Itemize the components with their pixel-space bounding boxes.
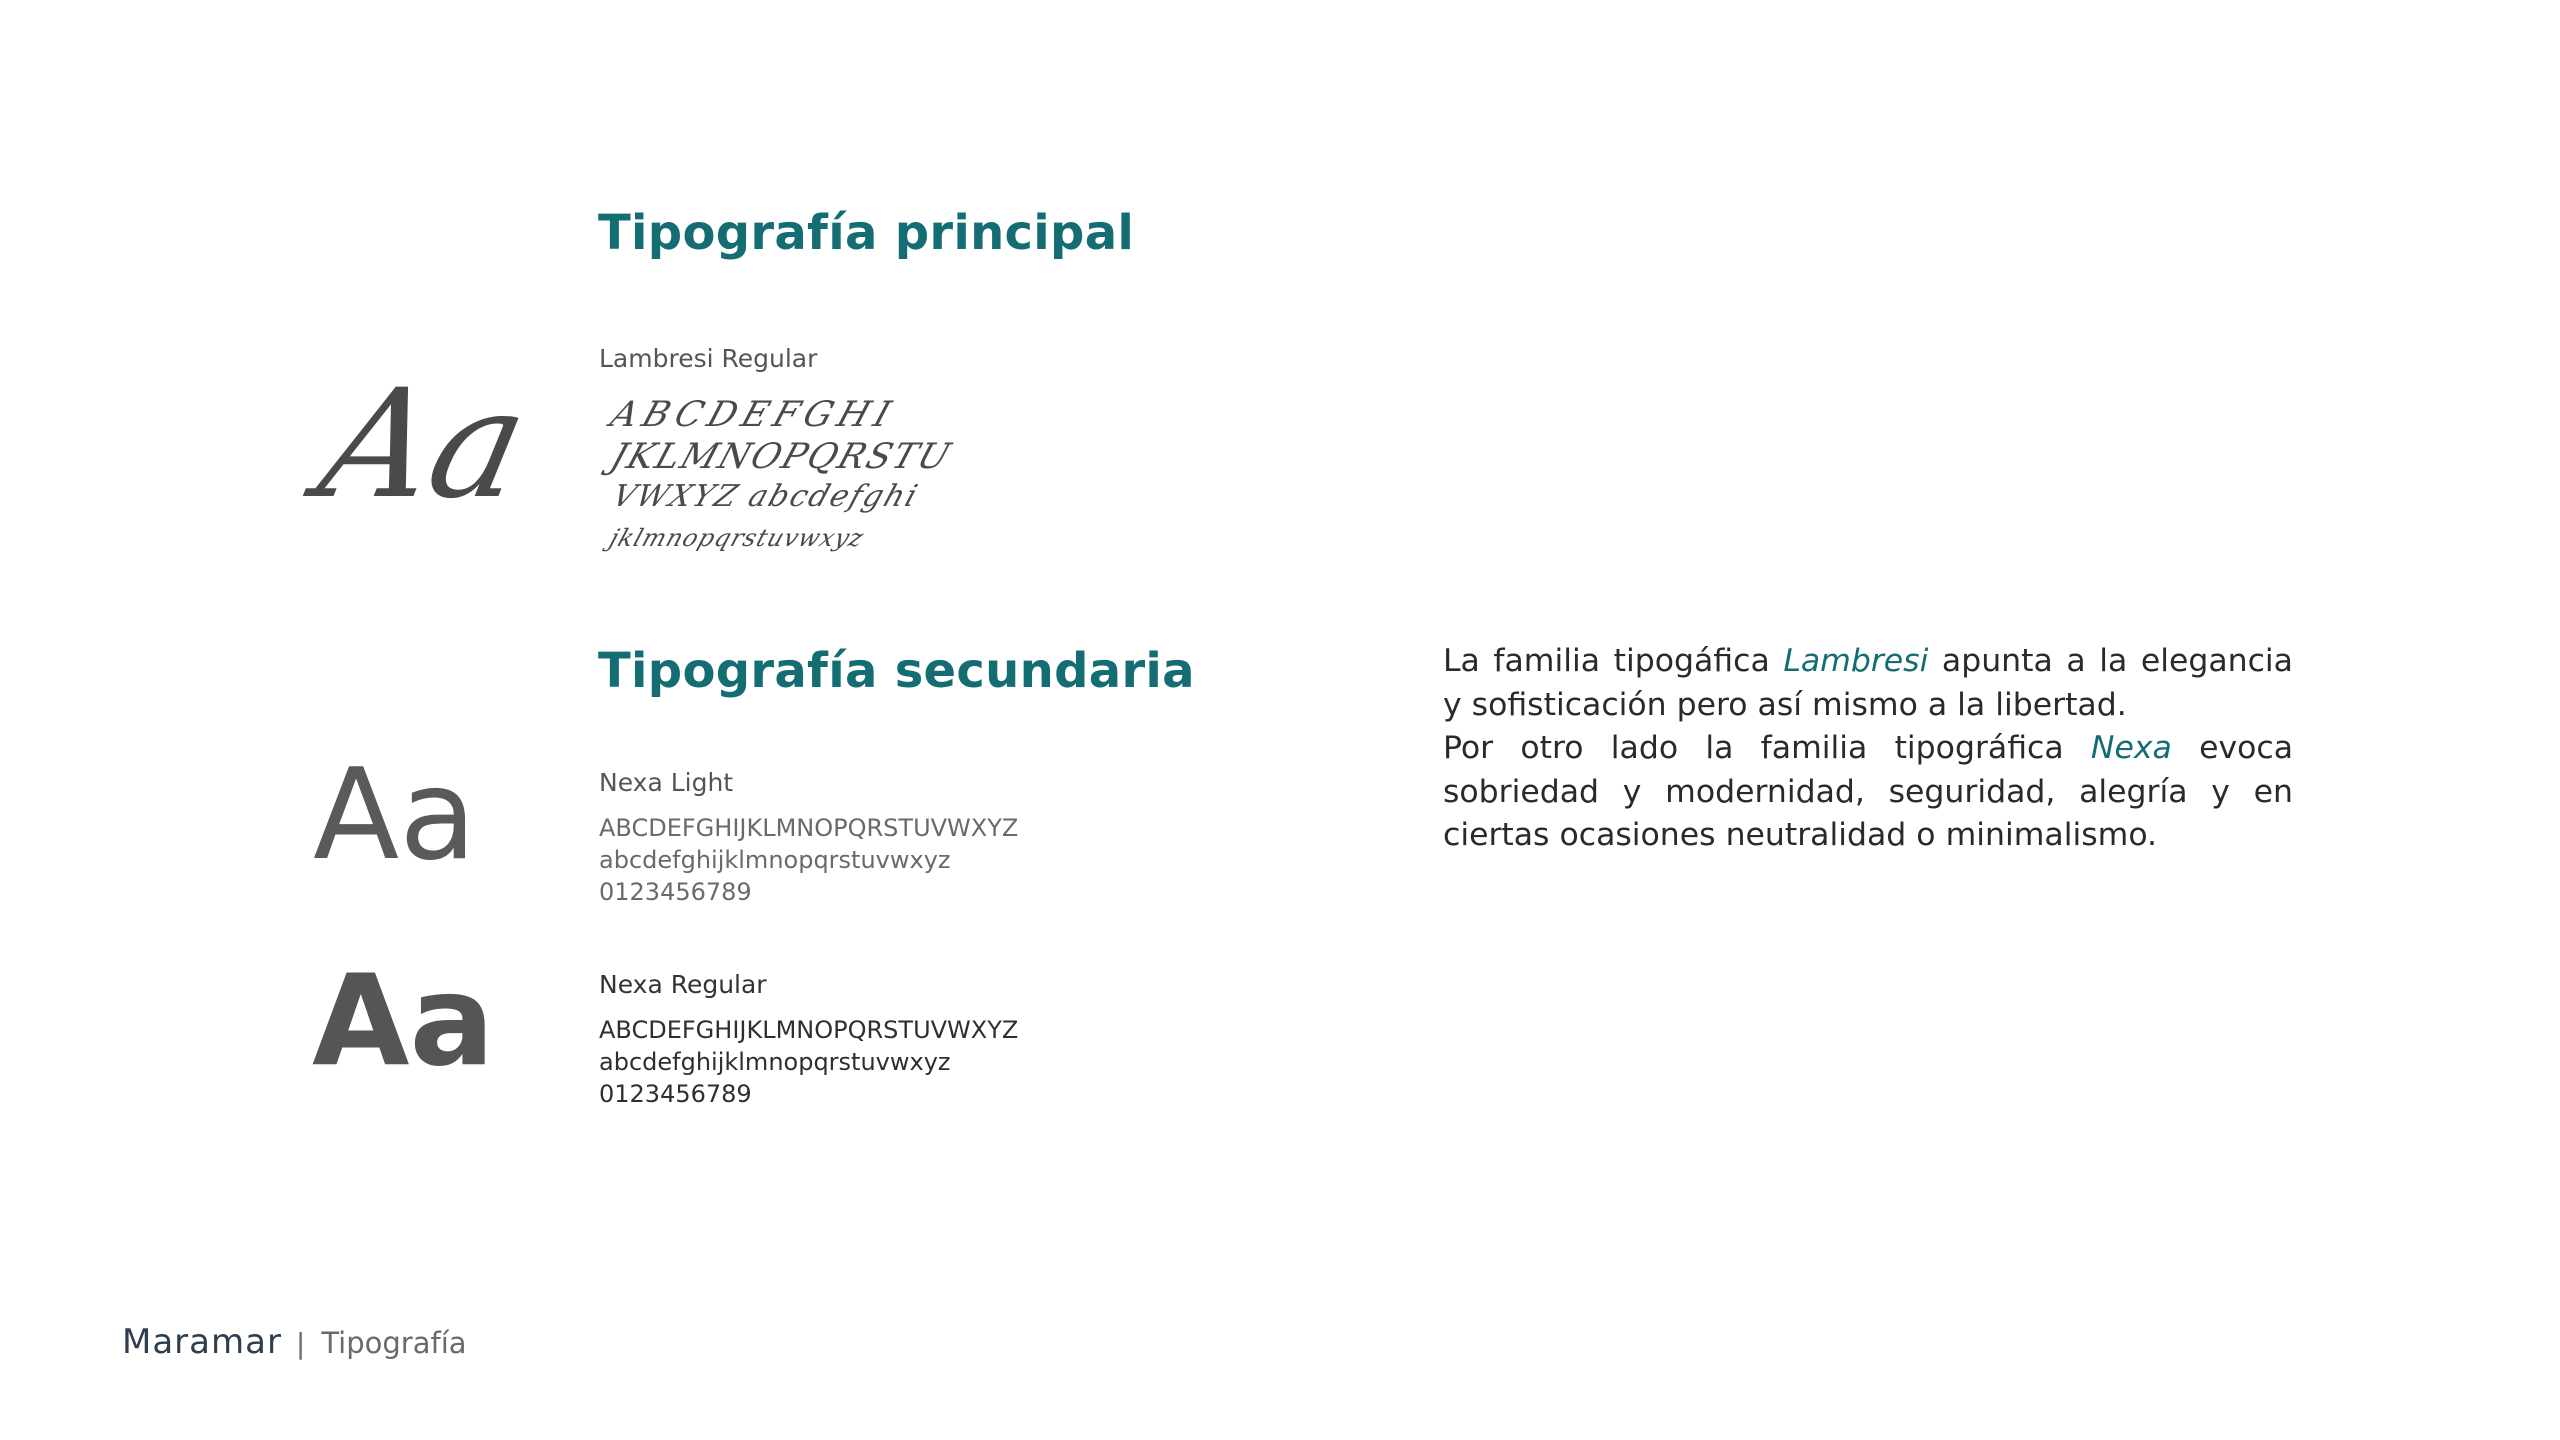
description-text: La familia tipogáfica (1443, 643, 1784, 679)
description-text: apunta a la elegancia y sofisticación pero así mismo a la libertad. (1443, 643, 2293, 723)
lambresi-alphabet-line-1: ABCDEFGHI (605, 395, 902, 435)
nexa-regular-font-name: Nexa Regular (599, 970, 767, 999)
description-paragraph-1 (1443, 640, 2293, 727)
footer-brand: Maramar (122, 1322, 282, 1362)
primary-typography-title: Tipografía principal (598, 205, 1135, 261)
nexa-light-sample-aa: Aa (313, 741, 477, 888)
typography-description (1443, 640, 2293, 858)
footer-section-name: Tipografía (321, 1326, 467, 1360)
nexa-light-uppercase: ABCDEFGHIJKLMNOPQRSTUVWXYZ (599, 814, 1019, 842)
nexa-regular-lowercase: abcdefghijklmnopqrstuvwxyz (599, 1048, 951, 1076)
lambresi-highlight: Lambresi (1783, 643, 1929, 679)
nexa-light-lowercase: abcdefghijklmnopqrstuvwxyz (599, 846, 951, 874)
nexa-regular-sample-aa: Aa (312, 947, 495, 1094)
lambresi-sample-aa: Aa (306, 358, 542, 532)
description-text: Por otro lado la familia tipográfica (1443, 730, 2091, 766)
nexa-light-digits: 0123456789 (599, 878, 752, 906)
lambresi-alphabet (604, 395, 957, 558)
nexa-highlight: Nexa (2090, 730, 2172, 766)
lambresi-alphabet-line-3: VWXYZ abcdefghi (607, 479, 924, 514)
lambresi-font-name: Lambresi Regular (599, 344, 818, 373)
footer (122, 1322, 467, 1362)
nexa-regular-digits: 0123456789 (599, 1080, 752, 1108)
footer-separator: | (295, 1327, 306, 1360)
nexa-regular-uppercase: ABCDEFGHIJKLMNOPQRSTUVWXYZ (599, 1016, 1019, 1044)
description-paragraph-2 (1443, 727, 2293, 858)
lambresi-alphabet-line-4: jklmnopqrstuvwxyz (605, 524, 868, 552)
nexa-light-specimen (599, 812, 1018, 908)
lambresi-alphabet-line-2: JKLMNOPQRSTU (605, 437, 957, 477)
description-text: evoca sobriedad y modernidad, seguridad, alegría y en ciertas ocasiones neutralidad o minimalismo. (1443, 730, 2293, 853)
secondary-typography-title: Tipografía secundaria (598, 643, 1195, 699)
nexa-light-font-name: Nexa Light (599, 768, 734, 797)
nexa-regular-specimen (599, 1014, 1018, 1110)
